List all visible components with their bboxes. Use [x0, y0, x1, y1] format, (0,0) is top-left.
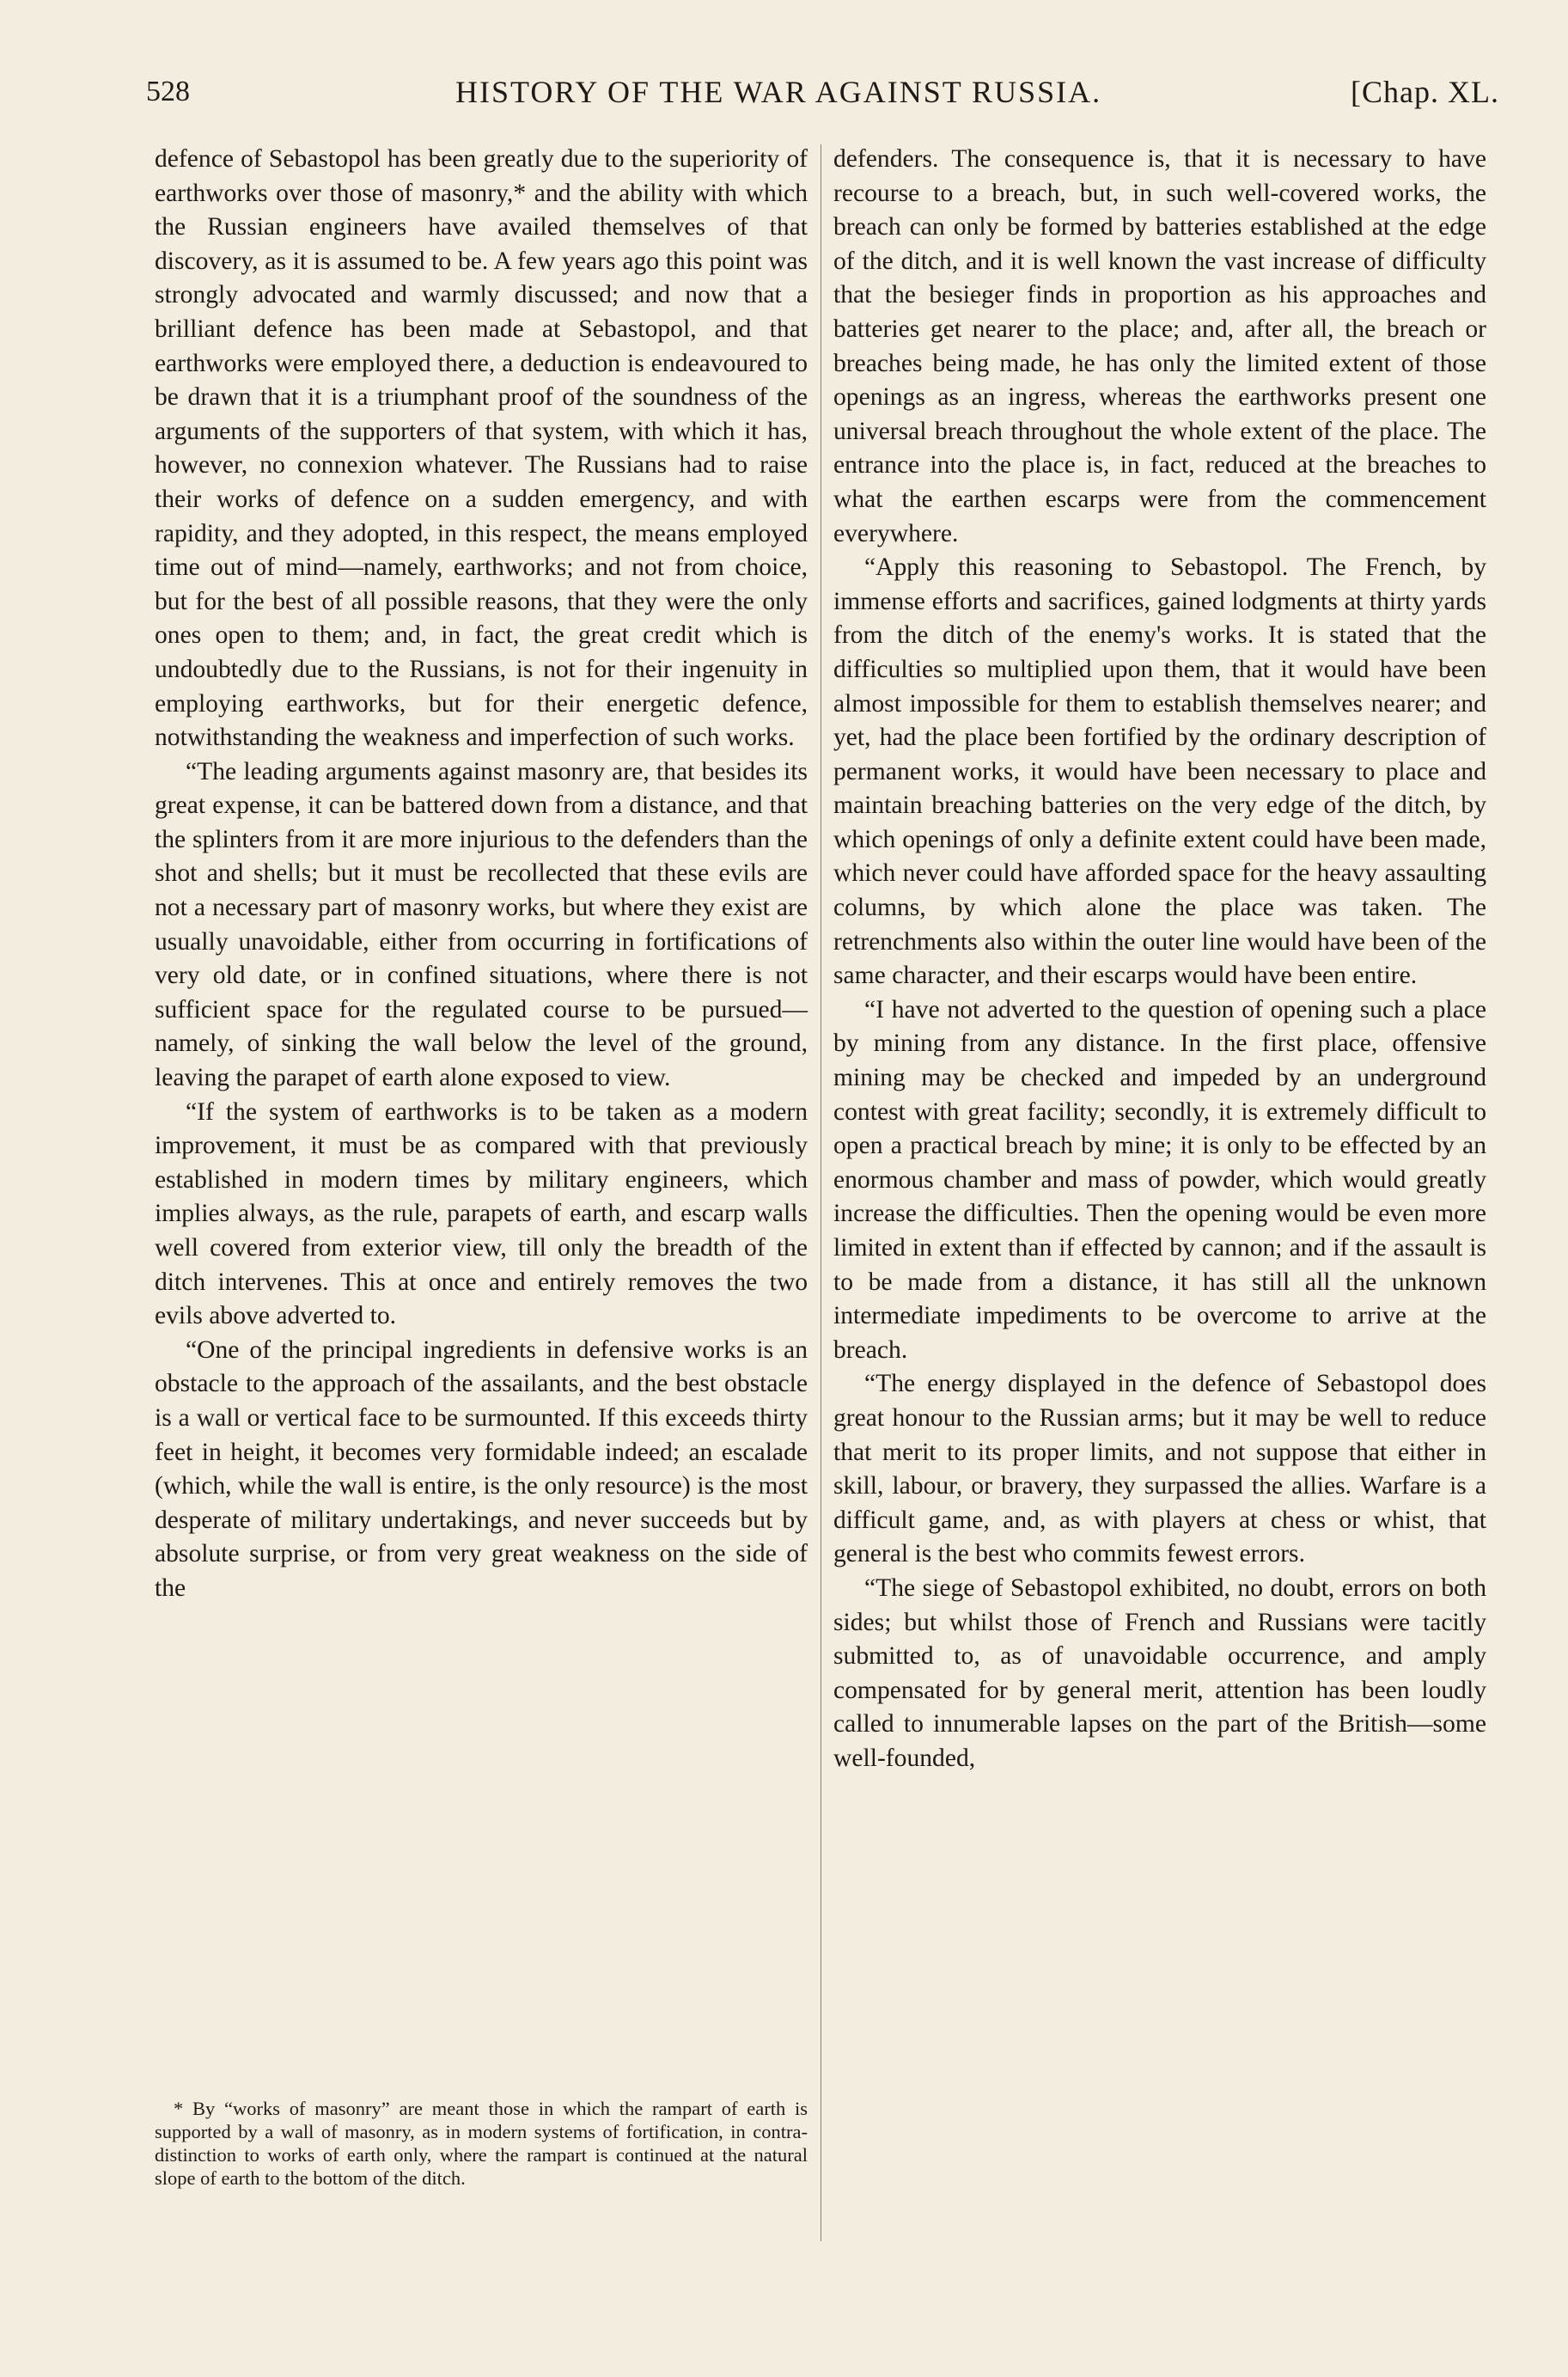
paragraph: “If the system of earthworks is to be taken as a modern improvement, it must be as compared with that previously established in modern times by military engineers, which implies always, as the rule, parapets of earth, and escarp walls well covered from exterior view, till only the breadth of the ditch intervenes. This at once and entirely removes the two evils above adverted to. — [155, 1097, 808, 1330]
paragraph: “Apply this reasoning to Sebastopol. The French, by immense efforts and sacrifices, gained lodgments at thirty yards from the ditch of the enemy's works. It is stated that the difficulties so multiplied upon them, that it would have been almost impossible for them to establish themselves nearer; and yet, had the place been fortified by the ordinary description of permanent works, it would have been necessary to place and maintain breaching batteries on the very edge of the ditch, by which openings of only a definite extent could have been made, which never could have afforded space for the heavy assaulting columns, by which alone the place was taken. The retrenchments also within the outer line would have been of the same character, and their escarps would have been entire. — [833, 553, 1486, 990]
paragraph: “The leading arguments against masonry are, that besides its great expense, it can be battered down from a distance, and that the splinters from it are more injurious to the defenders than the shot and shells; but it must be recollected that these evils are not a necessary part of masonry works, but where they exist are usually unavoidable, either from occurring in fortifications of very old date, or in confined situations, where there is not sufficient space for the regulated course to be pursued—namely, of sinking the wall below the level of the ground, leaving the parapet of earth alone exposed to view. — [155, 757, 808, 1092]
paragraph: “The energy displayed in the defence of Sebastopol does great honour to the Russian arms; but it may be well to reduce that merit to its proper limits, and not suppose that either in skill, labour, or bravery, they surpassed the allies. Warfare is a difficult game, and, as with players at chess or whist, that general is the best who commits fewest errors. — [833, 1370, 1486, 1568]
footnote-text: * By “works of masonry” are meant those in which the rampart of earth is supported by a wall of masonry, as in modern systems of fortification, in contra-distinction to works of earth only, where the rampart is continued at the natural slope of earth to the bottom of the ditch. — [155, 2098, 808, 2189]
paragraph: “One of the principal ingredients in defensive works is an obstacle to the approach of the assailants, and the best obstacle is a wall or vertical face to be surmounted. If this exceeds thirty feet in height, it becomes very formidable indeed; an escalade (which, while the wall is entire, is the only resource) is the most desperate of military undertakings, and never succeeds but by absolute surprise, or from very great weakness on the side of the — [155, 1335, 808, 1602]
paragraph: “The siege of Sebastopol exhibited, no doubt, errors on both sides; but whilst those of French and Russians were tacitly submitted to, as of unavoidable occurrence, and amply compensated for by general merit, attention has been loudly called to innumerable lapses on the part of the British—some well-founded, — [833, 1573, 1486, 1772]
paragraph: “I have not adverted to the question of opening such a place by mining from any distance. In the first place, offensive mining may be checked and impeded by an underground contest with great facility; secondly, it is extremely difficult to open a practical breach by mine; it is only to be effected by an enormous chamber and mass of powder, which would greatly increase the difficulties. Then the opening would be even more limited in extent than if effected by cannon; and if the assault is to be made from a distance, it has still all the unknown intermediate impediments to be overcome to arrive at the breach. — [833, 995, 1486, 1364]
paragraph: defenders. The consequence is, that it is necessary to have recourse to a breach, but, in such well-covered works, the breach can only be formed by batteries established at the edge of the ditch, and it is well known the vast increase of difficulty that the besieger finds in proportion as his approaches and batteries get nearer to the place; and, after all, the breach or breaches being made, he has only the limited extent of those openings as an ingress, whereas the earthworks present one universal breach throughout the whole extent of the place. The entrance into the place is, in fact, reduced at the breaches to what the earthen escarps were from the commencement everywhere. — [833, 145, 1486, 547]
running-header — [146, 67, 1499, 119]
running-title: HISTORY OF THE WAR AGAINST RUSSIA. — [455, 75, 1102, 109]
paragraph: defence of Sebastopol has been greatly due to the superiority of earthworks over those of masonry,* and the ability with which the Russian engineers have availed themselves of that discovery, as it is assumed to be. A few years ago this point was strongly advocated and warmly discussed; and now that a brilliant defence has been made at Sebastopol, and that earthworks were employed there, a deduction is endeavoured to be drawn that it is a triumphant proof of the soundness of the arguments of the supporters of that system, with which it has, however, no connexion whatever. The Russians had to raise their works of defence on a sudden emergency, and with rapidity, and they adopted, in this respect, the means employed time out of mind—namely, earthworks; and not from choice, but for the best of all possible reasons, that they were the only ones open to them; and, in fact, the great credit which is undoubtedly due to the Russians, is not for their ingenuity in employing earthworks, but for their energetic defence, notwithstanding the weakness and imperfection of such works. — [155, 145, 808, 752]
footnote — [155, 2097, 808, 2190]
page-number: 528 — [146, 76, 190, 107]
left-column — [155, 143, 808, 1606]
chapter-label: [Chap. XL. — [1351, 75, 1499, 109]
right-column — [833, 143, 1486, 1776]
